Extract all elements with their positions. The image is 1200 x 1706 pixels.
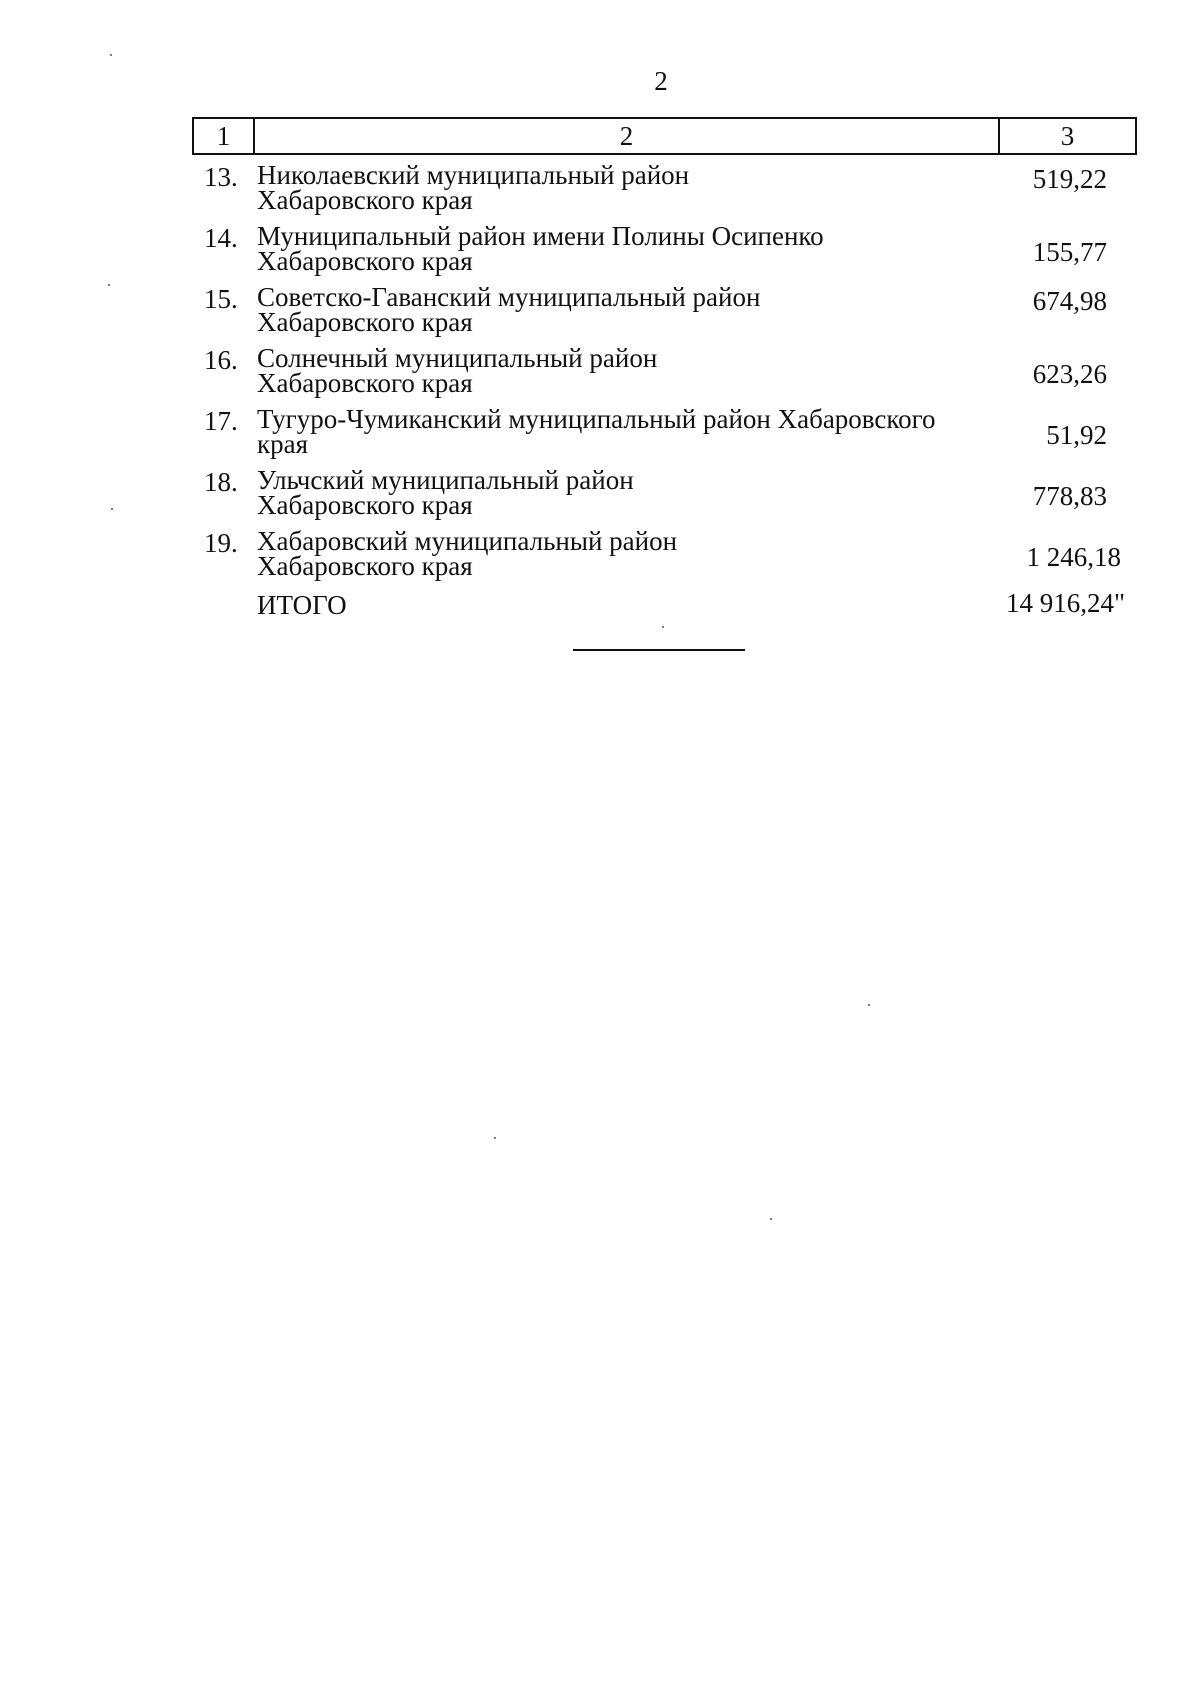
district-name (257, 282, 977, 337)
scan-speck (110, 54, 112, 56)
scan-speck (111, 508, 113, 510)
row-number: 16. (204, 345, 238, 375)
row-value: 674,98 (1032, 286, 1107, 316)
row-value: 519,22 (1032, 164, 1107, 194)
district-name (257, 160, 977, 215)
table-row (192, 465, 1137, 523)
district-name-line2: Хабаровского края (257, 307, 473, 337)
district-name (257, 221, 977, 276)
district-name (257, 526, 977, 581)
table-row (192, 526, 1137, 584)
district-name-line1: Хабаровский муниципальный район (257, 526, 678, 556)
row-number: 19. (204, 528, 238, 558)
district-name-line2: Хабаровского края (257, 185, 473, 215)
district-name-line1: Ульчский муниципальный район (257, 465, 634, 495)
district-name-line1: Солнечный муниципальный район (257, 343, 658, 373)
district-name-line2: края (257, 429, 309, 459)
row-value: 155,77 (1032, 237, 1107, 267)
district-name-line1: Муниципальный район имени Полины Осипенко (257, 221, 824, 251)
scan-speck (770, 1218, 772, 1220)
district-name (257, 404, 977, 459)
header-col-2: 2 (255, 119, 1000, 153)
row-value: 51,92 (1046, 420, 1107, 450)
district-name-line2: Хабаровского края (257, 490, 473, 520)
scan-speck (494, 1137, 496, 1139)
district-name-line1: Николаевский муниципальный район (257, 160, 690, 190)
row-number: 17. (204, 406, 238, 436)
row-number: 14. (204, 223, 238, 253)
district-name-line2: Хабаровского края (257, 551, 473, 581)
closing-rule (573, 649, 745, 651)
district-name-line2: Хабаровского края (257, 246, 473, 276)
row-number: 15. (204, 284, 238, 314)
district-name-line1: Советско-Гаванский муниципальный район (257, 282, 761, 312)
table-header-row (192, 117, 1137, 155)
table-row (192, 221, 1137, 279)
row-number: 13. (204, 162, 238, 192)
scan-speck (868, 1004, 870, 1006)
row-value: 623,26 (1032, 359, 1107, 389)
header-col-3: 3 (1060, 120, 1075, 151)
table-row (192, 282, 1137, 340)
scan-speck (662, 626, 664, 628)
district-name-line2: Хабаровского края (257, 368, 473, 398)
table-row (192, 404, 1137, 462)
scan-speck (108, 284, 110, 286)
total-label: ИТОГО (257, 590, 347, 620)
row-value: 778,83 (1032, 481, 1107, 511)
total-value: 14 916,24" (1005, 588, 1125, 618)
district-name (257, 465, 977, 520)
table-row (192, 160, 1137, 218)
district-name-line1: Тугуро-Чумиканский муниципальный район Хабаровского (257, 404, 936, 434)
row-number: 18. (204, 467, 238, 497)
district-name (257, 343, 977, 398)
row-value: 1 246,18 (1026, 542, 1121, 572)
header-col-1: 1 (194, 119, 255, 153)
table-row (192, 343, 1137, 401)
page-number: 2 (654, 66, 668, 96)
